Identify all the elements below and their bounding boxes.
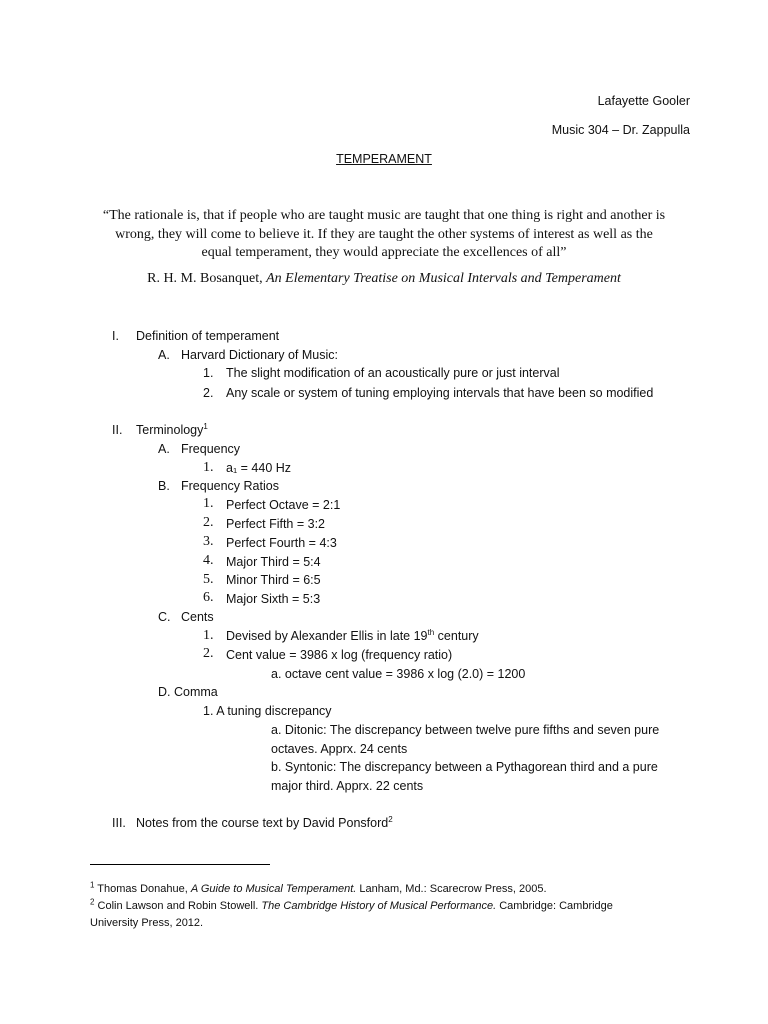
footnote-separator [90,864,270,865]
footnote-1 [90,880,547,895]
course-info: Music 304 – Dr. Zappulla [551,123,690,137]
section-3-heading [136,816,393,830]
comma-1-text: 1. A tuning discrepancy [203,704,332,718]
section-3-number: III. [112,816,126,830]
section-2c-letter: C. [158,610,171,624]
cents-1-number: 1. [203,628,214,643]
cents-1-main: Devised by Alexander Ellis in late 19 [226,629,428,643]
ratio-5-text: Minor Third = 6:5 [226,573,321,587]
section-1a-item-2-number: 2. [203,386,214,400]
section-2a-item-number: 1. [203,460,214,475]
cents-1-sup: th [427,627,435,637]
cents-2-number: 2. [203,646,214,661]
comma-1a-line-1: a. Ditonic: The discrepancy between twelve pure fifths and seven pure [271,723,660,737]
cents-2a-text: a. octave cent value = 3986 x log (2.0) = 1200 [271,667,526,681]
section-1a-item-2-text: Any scale or system of tuning employing intervals that have been so modified [226,386,654,400]
section-1-number: I. [112,329,119,343]
comma-1b-line-1: b. Syntonic: The discrepancy between a Pythagorean third and a pure [271,760,658,774]
footnote-2-title: The Cambridge History of Musical Performance. [261,900,497,912]
section-2-heading [136,423,208,437]
section-2-label: Terminology [136,423,204,437]
comma-1a-line-2: octaves. Apprx. 24 cents [271,742,408,756]
footnote-ref-1: 1 [203,421,208,431]
section-1a-item-1-number: 1. [203,366,214,380]
ratio-6-text: Major Sixth = 5:3 [226,592,321,606]
section-3-label: Notes from the course text by David Ponsford [136,816,389,830]
footnote-2-number: 2 [90,897,95,907]
section-2-number: II. [112,423,123,437]
ratio-4-number: 4. [203,553,214,568]
author-name: Lafayette Gooler [597,94,690,108]
footnote-1-title: A Guide to Musical Temperament. [190,883,357,895]
footnote-ref-2: 2 [388,814,393,824]
ratio-4-text: Major Third = 5:4 [226,555,321,569]
ratio-2-text: Perfect Fifth = 3:2 [226,517,326,531]
footnote-2 [90,897,613,912]
cents-1-tail: century [434,629,479,643]
footnote-1-number: 1 [90,880,95,890]
section-1-label: Definition of temperament [136,329,280,343]
cents-2-text: Cent value = 3986 x log (frequency ratio) [226,648,453,662]
ratio-1-text: Perfect Octave = 2:1 [226,498,341,512]
section-1a-letter: A. [158,348,170,362]
ratio-3-text: Perfect Fourth = 4:3 [226,536,337,550]
citation-author: R. H. M. Bosanquet, [147,271,267,286]
section-2b-label: Frequency Ratios [181,479,279,493]
section-2c-label: Cents [181,610,214,624]
ratio-2-number: 2. [203,515,214,530]
epigraph-quote: “The rationale is, that if people who are taught music are taught that one thing is right and another is wrong, they will come to believe it. If they are taught the other systems of interest as well as the equal temperament, they would appreciate the excellences of all” [102,208,666,260]
cents-1-text [226,629,479,643]
section-2d-label: D. Comma [158,685,218,699]
footnote-1-pre: Thomas Donahue, [94,883,191,895]
ratio-6-number: 6. [203,590,214,605]
section-1a-item-1-text: The slight modification of an acoustically pure or just interval [226,366,560,380]
page-title: TEMPERAMENT [336,152,432,166]
epigraph-citation [0,271,768,287]
ratio-3-number: 3. [203,534,214,549]
footnote-1-post: Lanham, Md.: Scarecrow Press, 2005. [356,883,547,895]
footnote-2-post: Cambridge: Cambridge [496,900,613,912]
citation-work: An Elementary Treatise on Musical Intervals and Temperament [266,271,621,286]
section-2a-item-text: a₁ = 440 Hz [226,461,292,475]
ratio-1-number: 1. [203,496,214,511]
section-2a-label: Frequency [181,442,241,456]
section-1a-label: Harvard Dictionary of Music: [181,348,338,362]
section-2b-letter: B. [158,479,170,493]
ratio-5-number: 5. [203,572,214,587]
section-2a-letter: A. [158,442,170,456]
footnote-2-pre: Colin Lawson and Robin Stowell. [94,900,262,912]
footnote-2-line-2: University Press, 2012. [90,917,204,929]
comma-1b-line-2: major third. Apprx. 22 cents [271,779,424,793]
